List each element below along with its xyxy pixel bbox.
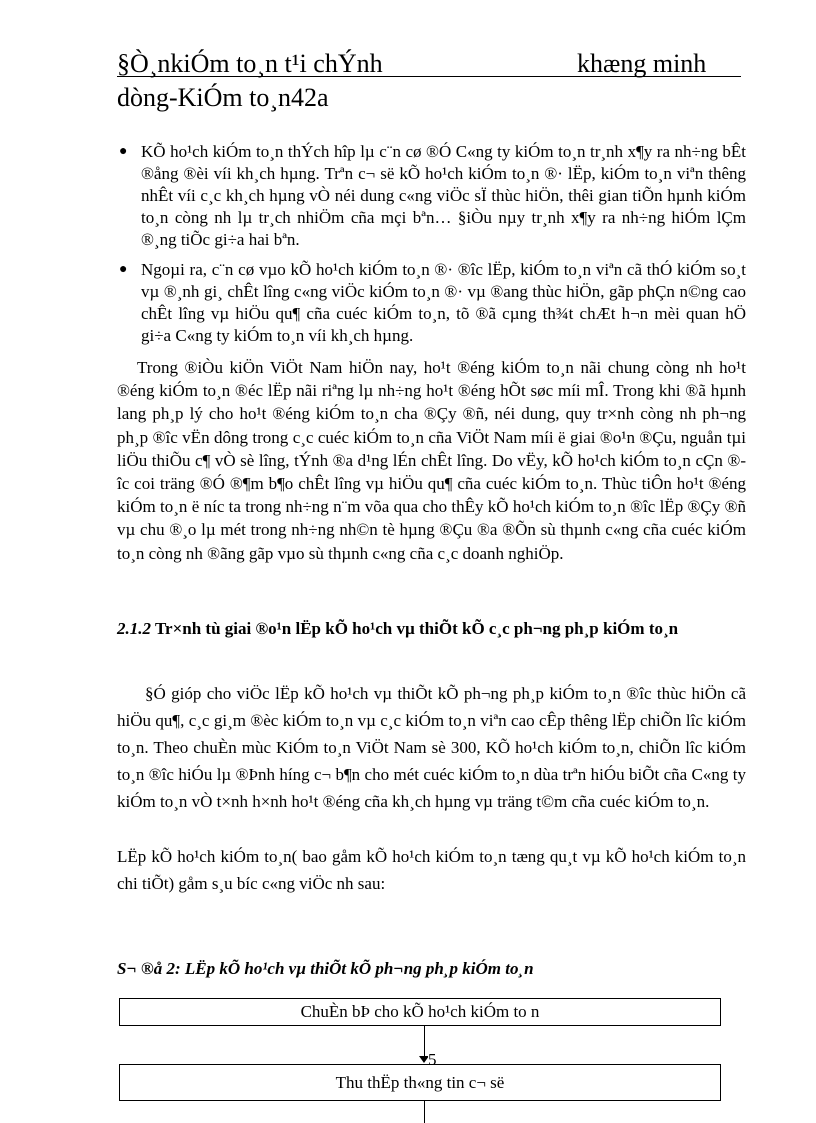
- header-underline: [117, 76, 741, 77]
- section-number: 2.1.2: [117, 619, 151, 638]
- bullet-text: KÕ ho¹ch kiÓm to¸n thÝch hîp lµ c¨n cø ®Ó C«ng ty kiÓm to¸n tr¸nh x¶y ra nh÷ng bÊt ®ång ®èi víi kh¸ch hµng. Trªn c¬ së kÕ ho¹ch kiÓm to¸n ®· lËp, kiÓm to¸n viªn thêng nhÊt víi c¸c kh¸ch hµng vÒ néi dung c«ng viÖc sÏ thùc hiÖn, thêi gian tiÕn hµnh kiÓm to¸n còng nh lµ tr¸ch nhiÖm cña mçi bªn… §iÒu nµy tr¸nh x¶y ra nh÷ng hiÓm lÇm ®¸ng tiÕc gi÷a hai bªn.: [141, 142, 746, 249]
- bullet-icon: ●: [119, 144, 128, 159]
- flow-step-box: Thu thËp th«ng tin c¬ së: [119, 1064, 721, 1101]
- bullet-item: [117, 259, 746, 347]
- flow-connector: [424, 1026, 425, 1056]
- body-paragraph: §Ó gióp cho viÖc lËp kÕ ho¹ch vµ thiÕt kÕ ph¬ng ph¸p kiÓm to¸n ®îc thùc hiÖn cã hiÖu qu¶, c¸c gi¸m ®èc kiÓm to¸n vµ c¸c kiÓm to¸n viªn cao cÊp thêng lËp chiÕn lîc kiÓm to¸n. Theo chuÈn mùc KiÓm to¸n ViÖt Nam sè 300, KÕ ho¹ch kiÓm to¸n, chiÕn lîc kiÓm to¸n ®îc hiÓu lµ ®Þnh híng c¬ b¶n cho mét cuéc kiÓm to¸n dùa trªn hiÓu biÕt cña C«ng ty kiÓm to¸n vÒ t×nh h×nh ho¹t ®éng cña kh¸ch hµng vµ träng t©m cña cuéc kiÓm to¸n.: [117, 684, 746, 811]
- flow-step-box: ChuÈn bÞ cho kÕ ho¹ch kiÓm to n: [119, 998, 721, 1026]
- header-author: khæng minh: [577, 49, 707, 78]
- bullet-icon: ●: [119, 262, 128, 277]
- section-heading: [117, 618, 746, 640]
- header-subtitle: dòng-KiÓm to¸n42a: [117, 83, 329, 112]
- bullet-list: [117, 141, 746, 355]
- body-paragraph: LËp kÕ ho¹ch kiÓm to¸n( bao gåm kÕ ho¹ch kiÓm to¸n tæng qu¸t vµ kÕ ho¹ch kiÓm to¸n chi tiÕt) gåm s¸u bíc c«ng viÖc nh sau:: [117, 847, 746, 893]
- page-number: 5: [428, 1050, 437, 1069]
- bullet-text: Ngoµi ra, c¨n cø vµo kÕ ho¹ch kiÓm to¸n ®· ®îc lËp, kiÓm to¸n viªn cã thÓ kiÓm so¸t vµ ®¸nh gi¸ chÊt lîng c«ng viÖc kiÓm to¸n ®· vµ ®ang thùc hiÖn, gãp phÇn n©ng cao chÊt lîng vµ hiÖu qu¶ cña cuéc kiÓm to¸n, tõ ®ã cµng th¾t chÆt h¬n mèi quan hÖ gi÷a C«ng ty kiÓm to¸n víi kh¸ch hµng.: [141, 260, 746, 345]
- section-title: Tr×nh tù giai ®o¹n lËp kÕ ho¹ch vµ thiÕt kÕ c¸c ph¬ng ph¸p kiÓm to¸n: [154, 619, 679, 638]
- diagram-title: S¬ ®å 2: LËp kÕ ho¹ch vµ thiÕt kÕ ph¬ng ph¸p kiÓm to¸n: [117, 959, 534, 978]
- bullet-item: [117, 141, 746, 251]
- running-header: [117, 49, 741, 79]
- header-title: §Ò¸nkiÓm to¸n t¹i chÝnh: [117, 49, 383, 78]
- flow-connector: [424, 1101, 425, 1123]
- body-paragraph: Trong ®iÒu kiÖn ViÖt Nam hiÖn nay, ho¹t ®éng kiÓm to¸n nãi chung còng nh ho¹t ®éng kiÓm to¸n ®éc lËp nãi riªng lµ nh÷ng ho¹t ®éng hÕt søc míi mÎ. Trong khi ®ã hµnh lang ph¸p lý cho ho¹t ®éng kiÓm to¸n cha ®Çy ®ñ, néi dung, quy tr×nh còng nh ph¬ng ph¸p ®îc vËn dông trong c¸c cuéc kiÓm to¸n cña ViÖt Nam míi ë giai ®o¹n ®Çu, nguån tµi liÖu thiÕu c¶ vÒ sè lîng, tÝnh ®a d¹ng lÉn chÊt lîng. Do vËy, kÕ ho¹ch kiÓm to¸n cÇn ®îc coi träng ®Ó ®¶m b¶o chÊt lîng vµ hiÖu qu¶ cña cuéc kiÓm to¸n. Thùc tiÔn ho¹t ®éng kiÓm to¸n ë níc ta trong nh÷ng n¨m võa qua cho thÊy kÕ ho¹ch kiÓm to¸n ®îc lËp ®Çy ®ñ vµ chu ®¸o lµ mét trong nh÷ng nh©n tè hµng ®Çu ®a ®Õn sù thµnh c«ng cña cuéc kiÓm to¸n còng nh ®ãng gãp vµo sù thµnh c«ng cña c¸c doanh nghiÖp.: [117, 358, 746, 563]
